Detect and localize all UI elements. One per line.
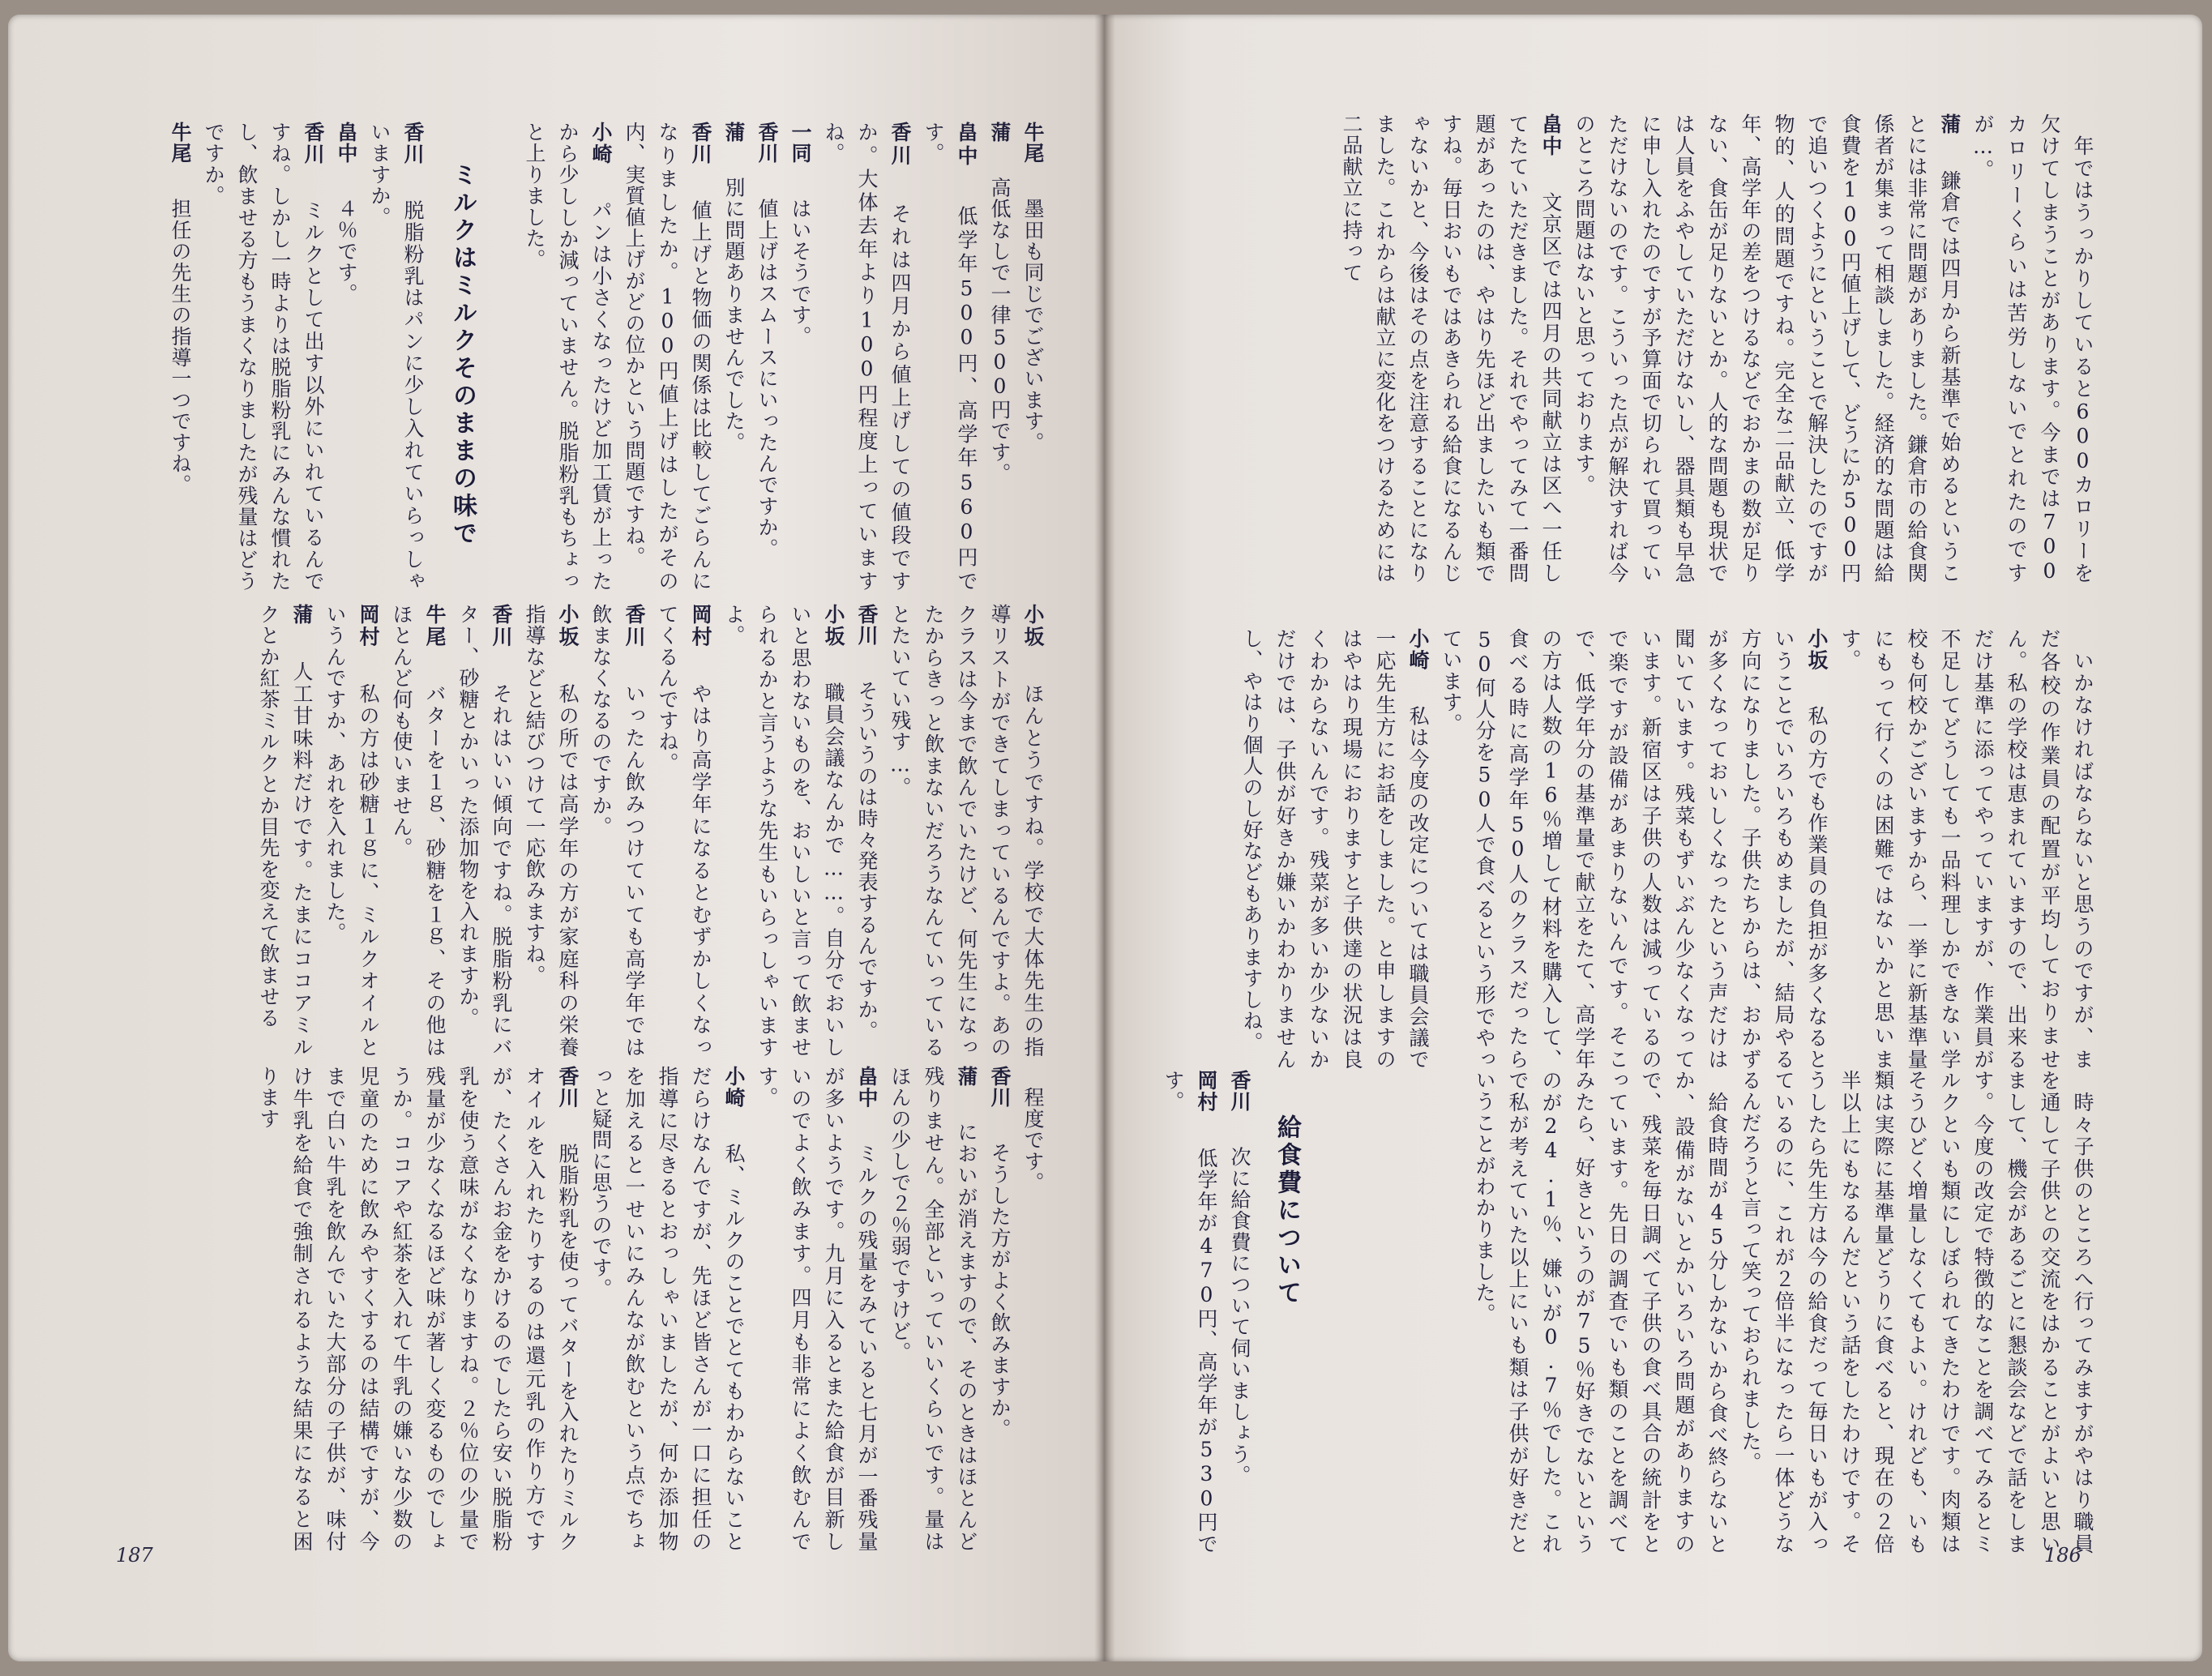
speaker-name: 蒲	[955, 1066, 978, 1109]
speaker-name: 畠中	[335, 122, 358, 186]
paragraph	[751, 122, 784, 592]
speaker-name: 香川	[689, 122, 712, 187]
paragraph	[1235, 628, 1435, 1070]
paragraph	[1335, 113, 1568, 584]
paragraph	[584, 1066, 751, 1552]
speaker-name: 香川	[623, 604, 646, 670]
paragraph-text: 担任の先生の指導一つですね。	[169, 198, 192, 496]
paragraph	[252, 1066, 584, 1552]
speaker-name: 香川	[401, 122, 425, 187]
paragraph	[1734, 1070, 2099, 1554]
paragraph-text: いったん飲みつけていても高学年では飲まなくなるのですか。	[589, 604, 646, 1058]
paragraph	[1157, 1070, 1223, 1554]
paragraph-text: それは四月から値上げしての値段ですか。大体去年より100円程度上っていますね。	[822, 122, 912, 592]
paragraph-text: 職員会議なんかで……。自分でおいしいと思わないものを、おいしいと言って飲ませられるかと言うような先生もいらっしゃいますよ。	[722, 604, 845, 1058]
speaker-name: 香川	[855, 604, 879, 668]
paragraph-text: 文京区では四月の共同献立は区へ一任してたていただきました。それでやってみて一番問題があったのは、やはり先ほど出ましたいも類ですね。毎日おいもではあきられる給食になるんじゃないかと、今後はその点を注意することになりました。これからは献立に変化をつけるためには二品献立に持って	[1340, 113, 1563, 584]
paragraph-text: それはいい傾向ですね。脱脂粉乳にバター、砂糖とかいった添加物を入れますか。	[456, 604, 513, 1058]
paragraph-text: 次に給食費について伺いましょう。	[1228, 1146, 1251, 1486]
speaker-name: 香川	[888, 122, 912, 190]
paragraph	[1568, 113, 1966, 584]
speaker-name: 小崎	[1406, 628, 1430, 693]
paragraph-text: 私、ミルクのことでとてもわからないことだらけなんですが、先ほど皆さんが一口に担任の指導に尽きるとおっしゃいましたが、何か添加物を加えると一せいにみんなが飲むという点でちょっと疑問に思うのです。	[589, 1066, 746, 1552]
paragraph-text: やはり高学年になるとむずかしくなってくるんですね。	[656, 604, 712, 1058]
paragraph-text: はいそうです。	[789, 198, 812, 348]
paragraph	[817, 122, 917, 592]
paragraph-text: ほんとうですね。学校で大体先生の指導リストができてしまっているんですよ。あのクラスは今まで飲んでいたけど、何先生になったからきっと飲まないだろうなんていっているとたいてい残す…。	[888, 604, 1045, 1058]
speaker-name: 岡村	[357, 604, 380, 670]
paragraph	[1833, 628, 2099, 1070]
paragraph-text: いかなければならないと思うのですが、まだ各校の作業員の配置が平均しておりません。私の学校は恵まれていますので、出来るだけ基準に添ってやっていますが、作業員が不足してどうしても一品料理しかできない学校も何校かございますから、一挙に新基準量にもって行くのは困難ではないかと思います。	[1838, 628, 2094, 1070]
paragraph	[197, 122, 330, 592]
paragraph	[884, 604, 1050, 1058]
page-number-left: 187	[116, 1544, 153, 1567]
paragraph	[983, 122, 1016, 592]
paragraph-text: 年ではうっかりしていると600カロリーを欠けてしまうことがあります。今までは700カロリーくらいは苦労しないでとれたのですが…。	[1971, 113, 2094, 584]
speaker-name: 一同	[789, 122, 812, 186]
speaker-name: 蒲	[1938, 113, 1962, 157]
text-block-right-bottom	[1297, 1070, 2099, 1554]
paragraph-text: 私は今度の改定については職員会議で一応先生方にお話をしました。と申しますのはやはり現場におりますと子供達の状況は良くわからないんです。残菜が多いか少ないかだけでは、子供が好きか嫌いかわかりませんし、やはり個人のし好などもありますしね。	[1240, 628, 1430, 1070]
speaker-name: 小坂	[1805, 628, 1829, 693]
paragraph-text: 人工甘味料だけです。たまにココアミルクとか紅茶ミルクとか目先を変えて飲ませる	[257, 604, 314, 1058]
paragraph	[319, 604, 385, 1058]
paragraph	[651, 604, 717, 1058]
speaker-name: 畠中	[955, 122, 978, 193]
speaker-name: 香川	[490, 604, 513, 670]
paragraph	[1468, 1070, 1734, 1554]
speaker-name: 香川	[556, 1066, 580, 1131]
speaker-name: 蒲	[988, 122, 1012, 165]
paragraph	[717, 604, 850, 1058]
paragraph	[518, 122, 618, 592]
book-gutter	[1094, 15, 1115, 1661]
paragraph-text: 時々子供のところへ行ってみますがやはり職員を通して子供との交流をはかることがよいと思いまして、機会があるごとに懇談会などで話をします。今度の改定で特徴的なことを調べてみるとミルクといも類にしぼられてきたわけです。肉類はそうひどく増量しなくてもよい。けれども、いも類は実際に基準量どうりに食べると、現在の２倍半以上にもなるんだという話をしたわけです。そうしたら先生方は今の給食だって毎日いもが入っているのに、これが２倍半になったら一体どうなるんだろうと言って笑っておられました。	[1739, 1070, 2094, 1554]
speaker-name: 小崎	[589, 122, 613, 187]
paragraph-text: 私の方は砂糖１ｇに、ミルクオイルというんですか、あれを入れました。	[323, 604, 380, 1058]
paragraph	[252, 604, 319, 1058]
text-block-left-bottom	[122, 1066, 1050, 1552]
paragraph	[1435, 628, 1833, 1070]
text-block-left-milk	[122, 122, 430, 592]
speaker-name: 牛尾	[1021, 122, 1045, 186]
text-block-left-top	[523, 122, 1050, 592]
paragraph-text: 低学年500円、高学年560円です。	[922, 122, 978, 592]
paragraph	[1966, 113, 2099, 584]
text-block-right-cost	[1162, 1070, 1256, 1554]
text-block-right-middle	[1167, 628, 2099, 1070]
paragraph	[518, 604, 584, 1058]
paragraph	[1016, 122, 1050, 592]
paragraph	[850, 604, 884, 1058]
paragraph	[884, 1066, 983, 1552]
paragraph-text: 値上げはスムースにいったんですか。	[755, 198, 779, 560]
speaker-name: 香川	[302, 122, 325, 187]
paragraph-text: バターを１ｇ、砂糖を１ｇ、その他はほとんど何も使いません。	[390, 604, 447, 1058]
paragraph-text: 私の方でも作業員の負担が多くなるということでいろいろもめましたが、結局やる方向になりました。子供たちからは、おかずが多くなっておいしくなったという声だけは聞いています。残菜もずいぶん少なくなっています。新宿区は子供の人数は減っているので楽ですが設備があまりないんです。そこで、低学年分の基準量で献立をたて、高学年の方は人数の16％増して材料を購入して、食べる時に高学年50人のクラスだったら50何人分を50人で食べるという形でやっています。	[1440, 628, 1829, 1070]
speaker-name: 牛尾	[169, 122, 192, 186]
paragraph-text: そうした方がよく飲みますか。	[988, 1142, 1012, 1440]
paragraph-text: においが消えますので、そのときはほとんど残りません。全部といっていいくらいです。量はほんの少しで２％弱ですけど。	[888, 1066, 978, 1552]
paragraph-text: ４％です。	[335, 198, 358, 305]
text-block-left-middle	[122, 604, 1050, 1058]
paragraph	[618, 122, 717, 592]
speaker-name: 牛尾	[423, 604, 447, 670]
speaker-name: 岡村	[1195, 1070, 1218, 1135]
speaker-name: 香川	[988, 1066, 1012, 1130]
paragraph-text: 値上げと物価の関係は比較してごらんになりましたか。100円値上げはしたがその内、実質値上げがどの位かという問題ですね。	[623, 122, 712, 592]
paragraph-text: 墨田も同じでございます。	[1021, 198, 1045, 454]
paragraph	[330, 122, 363, 592]
paragraph	[363, 122, 430, 592]
speaker-name: 畠中	[1539, 113, 1563, 179]
paragraph-text: 脱脂粉乳はパンに少し入れていらっしゃいますか。	[368, 122, 425, 592]
paragraph	[751, 1066, 884, 1552]
page-number-right: 186	[2044, 1544, 2082, 1567]
speaker-name: 小坂	[1021, 604, 1045, 670]
paragraph	[917, 122, 983, 592]
speaker-name: 小崎	[722, 1066, 746, 1131]
paragraph-text: 高低なしで一律500円です。	[988, 177, 1012, 485]
paragraph-text: ミルクの残量をみていると七月が一番残量が多いようです。九月に入るとまた給食が目新しいのでよく飲みます。四月も非常によく飲むんです。	[755, 1066, 879, 1552]
paragraph-text: 程度です。	[1021, 1087, 1045, 1194]
paragraph-text: 私の所では高学年の方が家庭科の栄養指導などと結びつけて一応飲みますね。	[523, 604, 580, 1058]
paragraph	[1016, 1066, 1050, 1552]
paragraph-text: パンは小さくなったけど加工賃が上ったから少ししか減っていません。脱脂粉乳もちょっと上りました。	[523, 122, 613, 592]
speaker-name: 岡村	[689, 604, 712, 670]
speaker-name: 香川	[755, 122, 779, 186]
speaker-name: 香川	[1228, 1070, 1251, 1134]
paragraph-text: 給食時間が45分しかないから食べ終らないとか、設備がないとかいろいろ問題がありますので、残菜を毎日調べて子供の食べ具合の統計をとっています。先日の調査でいも類のことを調べてみたら、好きというのが75％好きでないというのが24.1％、嫌いが0.7％でした。これで私が考えていた以上にいも類は子供が好きだということがわかりました。	[1473, 1070, 1729, 1555]
paragraph	[983, 1066, 1016, 1552]
paragraph-text: ミルクとして出す以外にいれているんですね。しかし一時よりは脱脂粉乳にみんな慣れたし、飲ませる方もうまくなりましたが残量はどうですか。	[202, 122, 325, 592]
paragraph-text: そういうのは時々発表するんですか。	[855, 680, 879, 1042]
heading-cost: 給食費について	[1273, 1114, 1301, 1307]
paragraph-text: 脱脂粉乳を使ってバターを入れたりミルクオイルを入れたりするのは還元乳の作り方ですが、たくさんお金をかけるのでしたら安い脱脂粉乳を使う意味がなくなりますね。２％位の少量で残量が少なくなるほど味が著しく変るものでしょうか。ココアや紅茶を入れて牛乳の嫌いな少数の児童のために飲みやすくするのは結構ですが、今まで白い牛乳を飲んでいた大部分の子供が、味付け牛乳を給食で強制されるような結果になると困ります	[257, 1066, 580, 1552]
speaker-name: 蒲	[722, 122, 746, 165]
paragraph-text: 鎌倉では四月から新基準で始めるということには非常に問題がありました。鎌倉市の給食関係者が集まって相談しました。経済的な問題は給食費を100円値上げして、どうにか500円で追いつくようにということで解決したのですが物的、人的問題ですね。完全な二品献立、低学年、高学年の差をつけるなどでおかまの数が足りない、食缶が足りないとか。人的な問題も現状では人員をふやしていただけないし、器具類も早急に申し入れたのですが予算面で切られて買っていただけないのです。こういった点が解決すれば今のところ問題はないと思っております。	[1572, 113, 1962, 584]
paragraph-text: 別に問題ありませんでした。	[722, 177, 746, 454]
speaker-name: 小坂	[556, 604, 580, 670]
paragraph	[784, 122, 817, 592]
paragraph	[164, 122, 197, 592]
text-block-right-top	[1167, 113, 2099, 584]
heading-milk: ミルクはミルクそのままの味で	[448, 162, 477, 548]
paragraph	[451, 604, 518, 1058]
paragraph	[1223, 1070, 1256, 1554]
speaker-name: 畠中	[855, 1066, 879, 1131]
paragraph	[717, 122, 751, 592]
paragraph	[385, 604, 451, 1058]
speaker-name: 蒲	[290, 604, 314, 648]
paragraph	[584, 604, 651, 1058]
paragraph-text: 低学年が470円、高学年が530円です。	[1162, 1070, 1218, 1554]
speaker-name: 小坂	[822, 604, 845, 669]
